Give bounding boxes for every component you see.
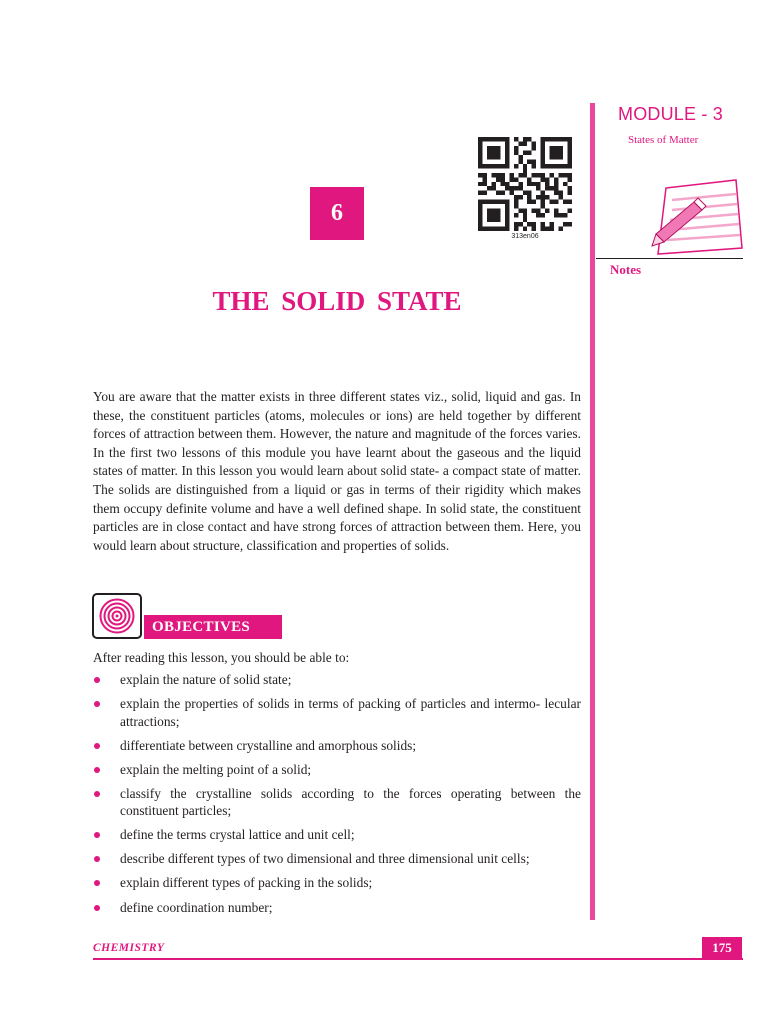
list-item [93, 737, 581, 754]
sidebar-rule [590, 103, 595, 920]
bullet-icon [94, 791, 100, 797]
list-item-text: differentiate between crystalline and amorphous solids; [120, 737, 417, 753]
list-item-text: define the terms crystal lattice and unit cell; [120, 827, 355, 843]
bullet-icon [94, 905, 100, 911]
objectives-lead: After reading this lesson, you should be able to: [93, 650, 350, 665]
page-number: 175 [702, 937, 742, 958]
list-item-text: explain the nature of solid state; [120, 672, 292, 687]
list-item-text: explain different types of packing in the solids; [120, 875, 373, 891]
chapter-title: THE SOLID STATE [212, 286, 462, 316]
qr-code-icon [476, 137, 574, 231]
objectives-icon-frame [92, 593, 142, 639]
intro-paragraph: You are aware that the matter exists in three different states viz., solid, liquid and gas. In these, the constituent particles (atoms, molecules or ions) are held together by different forces of attraction between them. However, the nature and magnitude of the forces varies. In the first two lessons of this module you have learnt about the gaseous and the liquid states of matter. In this lesson you would learn about solid state- a compact state of matter. The solids are distinguished from a liquid or gas in terms of their rigidity which makes them occupy definite volume and have a well defined shape. In solid state, the constituent particles are in close contact and have strong forces of attraction between them. Here, you would learn about structure, classification and properties of solids. [93, 389, 581, 553]
objectives-list [93, 671, 581, 923]
list-item [93, 671, 581, 688]
list-item-text: classify the crystalline solids according to the forces operating between the constituent particles; [120, 785, 581, 819]
notes-label: Notes [610, 262, 642, 277]
module-subtitle: States of Matter [628, 134, 699, 146]
bullet-icon [94, 856, 100, 862]
bullet-icon [94, 743, 100, 749]
list-item [93, 761, 581, 778]
list-item-text: define coordination number; [120, 899, 273, 915]
list-item [93, 785, 581, 820]
notepad-pencil-icon [636, 178, 744, 256]
list-item [93, 826, 581, 843]
bullet-icon [94, 701, 100, 707]
target-icon [99, 598, 135, 634]
list-item [93, 850, 581, 867]
list-item [93, 899, 581, 916]
list-item [93, 695, 581, 730]
bullet-icon [94, 880, 100, 886]
module-title: MODULE - 3 [618, 104, 724, 124]
qr-caption: 313en06 [511, 233, 539, 240]
footer-subject: CHEMISTRY [93, 942, 165, 954]
list-item-text: describe different types of two dimensional and three dimensional unit cells; [120, 851, 530, 867]
list-item-text: explain the properties of solids in terms of packing of particles and intermo- lecular attractions; [120, 696, 581, 729]
chapter-number: 6 [310, 187, 364, 240]
objectives-heading: OBJECTIVES [144, 615, 282, 639]
bullet-icon [94, 832, 100, 838]
bullet-icon [94, 677, 100, 683]
list-item-text: explain the melting point of a solid; [120, 761, 312, 777]
footer-rule [93, 958, 743, 960]
list-item [93, 874, 581, 891]
notes-divider [596, 258, 743, 259]
bullet-icon [94, 767, 100, 773]
